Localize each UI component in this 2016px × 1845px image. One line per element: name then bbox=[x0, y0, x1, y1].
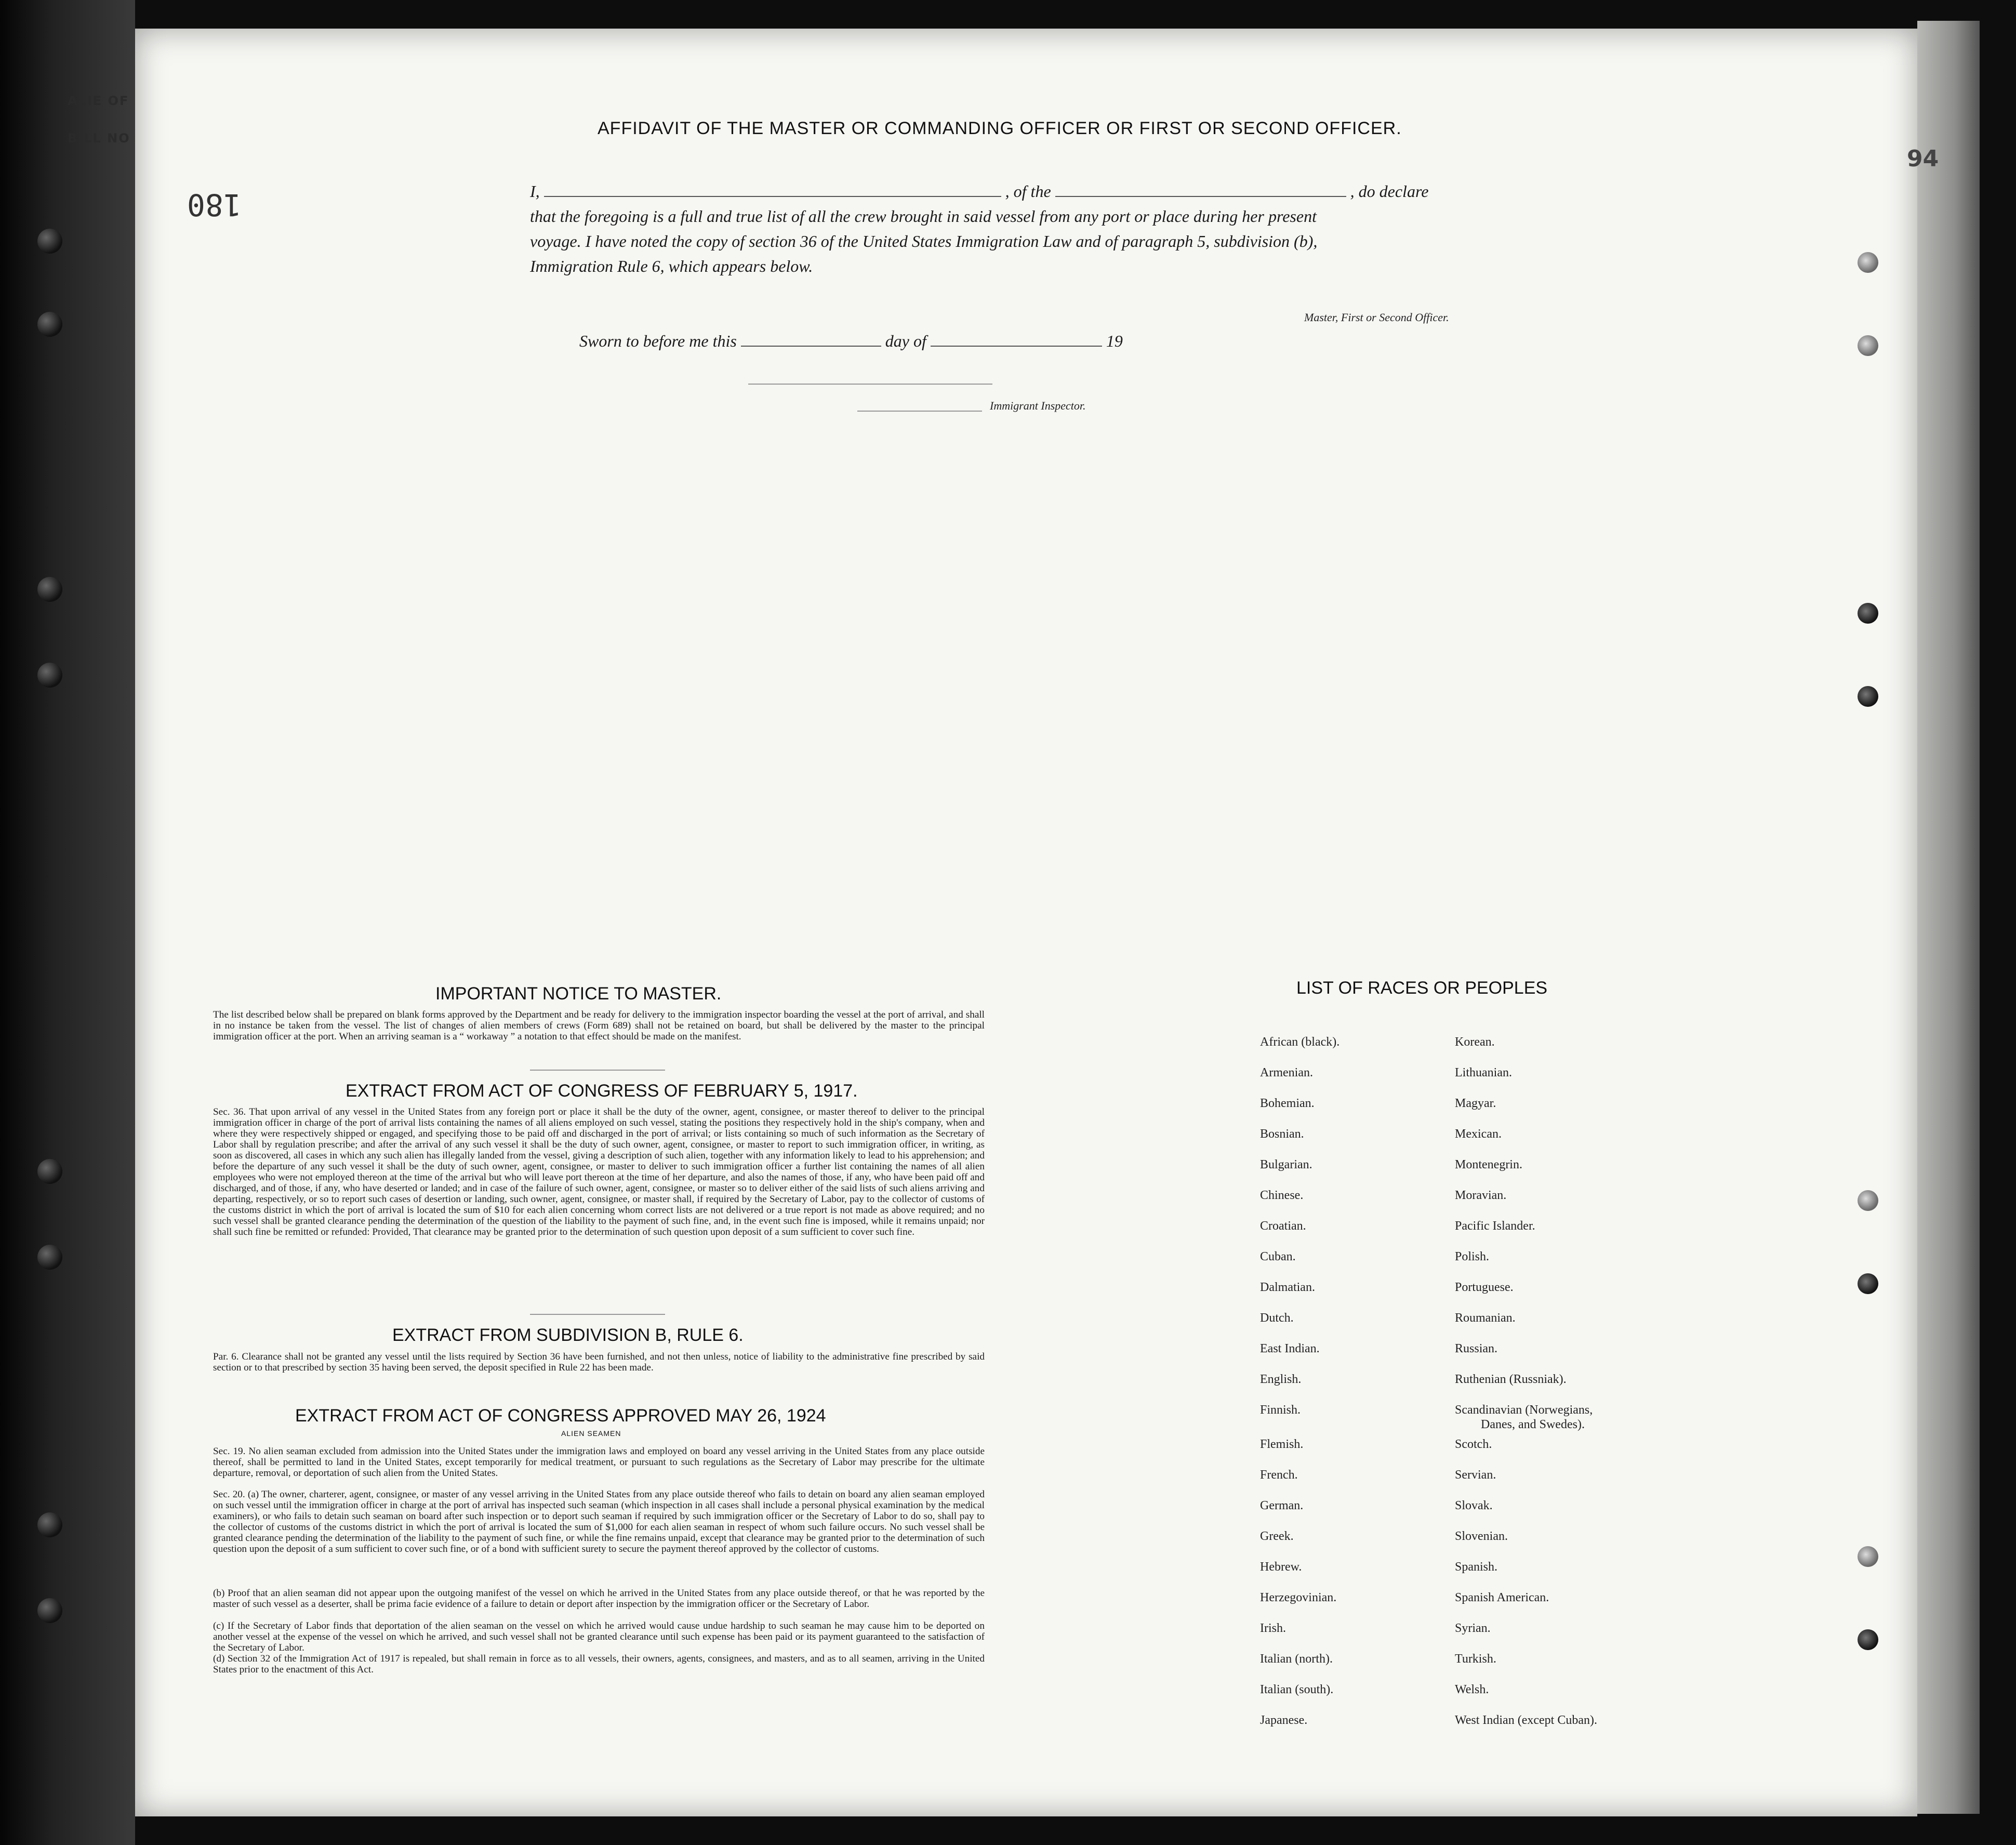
subdivision-title: EXTRACT FROM SUBDIVISION B, RULE 6. bbox=[392, 1325, 744, 1345]
sworn-line bbox=[579, 332, 1123, 351]
race-item: Spanish American. bbox=[1455, 1591, 1549, 1604]
race-item: Danes, and Swedes). bbox=[1481, 1418, 1585, 1431]
inspector-label: Immigrant Inspector. bbox=[990, 399, 1086, 412]
race-item: Irish. bbox=[1260, 1622, 1286, 1635]
punch-hole bbox=[1858, 1546, 1878, 1567]
extract-1924-sec20d: (d) Section 32 of the Immigration Act of 1917 is repealed, but shall remain in force as to all vessels, their owners, agents, consignees, and masters, and as to all seamen, arriving in the United States prior to the enactment of this Act. bbox=[213, 1653, 985, 1675]
inspector-signature-line[interactable] bbox=[748, 384, 992, 385]
affidavit-declare: , do declare bbox=[1350, 182, 1429, 201]
master-signature-label: Master, First or Second Officer. bbox=[1304, 311, 1449, 324]
race-item: Welsh. bbox=[1455, 1683, 1489, 1696]
extract-1924-sec20a: Sec. 20. (a) The owner, charterer, agent, consignee, or master of any vessel arriving in the United States from any place outside thereof who fails to detain on board any alien seaman employed on such vessel until the immigration officer in charge at the port of arrival has inspected such seaman (which inspection in all cases shall include a personal physical examination by the medical examiners), or who fails to detain such seaman on board after such inspection or to deport such seaman if required by such immigration officer or the Secretary of Labor to do so, shall pay to the collector of customs of the customs district in which the port of arrival is located the sum of $1,000 for each alien seaman in respect of whom such failure occurs. No such vessel shall be granted clearance pending the determination of the liability to the payment of such fine, or while the fine remains unpaid, except that clearance may be granted prior to the determination of such question upon the deposit of a sum sufficient to cover such fine, or of a bond with sufficient surety to secure the payment thereof approved by the collector of customs. bbox=[213, 1489, 985, 1554]
affidavit-line-2: that the foregoing is a full and true list of all the crew brought in said vessel from any port or place during her present bbox=[530, 207, 1317, 226]
race-item: Dalmatian. bbox=[1260, 1281, 1315, 1294]
race-item: Mexican. bbox=[1455, 1127, 1502, 1141]
race-item: Dutch. bbox=[1260, 1311, 1294, 1325]
race-item: Syrian. bbox=[1455, 1622, 1491, 1635]
affidavit-of-the: , of the bbox=[1005, 182, 1051, 201]
race-item: Herzegovinian. bbox=[1260, 1591, 1337, 1604]
punch-hole bbox=[37, 577, 62, 602]
race-item: Turkish. bbox=[1455, 1652, 1496, 1666]
extract-1924-sec20b: (b) Proof that an alien seaman did not appear upon the outgoing manifest of the vessel on which he arrived in the United States from any place outside thereof, or that he was reported by the master of such vessel as a deserter, shall be prima facie evidence of a failure to detain or deport after inspection by the immigration officer or the Secretary of Labor. bbox=[213, 1588, 985, 1610]
punch-hole bbox=[1858, 1629, 1878, 1650]
race-item: Moravian. bbox=[1455, 1189, 1507, 1202]
race-item: Flemish. bbox=[1260, 1438, 1304, 1451]
left-margin-strip bbox=[0, 0, 135, 1845]
race-item: Montenegrin. bbox=[1455, 1158, 1522, 1171]
extract-1924-sec19: Sec. 19. No alien seaman excluded from admission into the United States under the immigration laws and employed on board any vessel arriving in the United States from any place outside thereof, shall be permitted to land in the United States, except temporarily for medical treatment, or pursuant to such regulations as the Secretary of Labor may prescribe for the ultimate departure, removal, or deportation of such alien from the United States. bbox=[213, 1446, 985, 1479]
race-item: Polish. bbox=[1455, 1250, 1490, 1263]
race-item: Bosnian. bbox=[1260, 1127, 1304, 1141]
extract-1917-body: Sec. 36. That upon arrival of any vessel in the United States from any foreign port or place it shall be the duty of the owner, agent, consignee, or master thereof to deliver to the principal immigration officer in charge of the port of arrival lists containing the names of all aliens employed on such vessel, stating the positions they respectively hold in the ship's company, when and where they were respectively shipped or engaged, and specifying those to be paid off and discharged in the port of arrival; or lists containing so much of such information as the Secretary of Labor shall by regulation prescribe; and after the arrival of any such vessel it shall be the duty of such owner, agent, consignee, or master to report to such immigration officer, in writing, as soon as discovered, all cases in which any such alien has illegally landed from the vessel, giving a description of such alien, together with any information likely to lead to his apprehension; and before the departure of any such vessel it shall be the duty of such owner, agent, consignee, or master to deliver to such immigration officer a further list containing the names of all alien employees who were not employed thereon at the time of the arrival but who will leave port thereon at the time of her departure, and also the names of those, if any, who have been paid off and discharged, and of those, if any, who have deserted or landed; and in case of the failure of such owner, agent, consignee, or master so to deliver either of the said lists of such aliens arriving and departing, respectively, or so to report such cases of desertion or landing, such owner, agent, consignee, or master shall, if required by the Secretary of Labor, pay to the collector of customs of the customs district in which the port of arrival is located the sum of $10 for each alien concerning whom correct lists are not delivered or a true report is not made as above required; and no such vessel shall be granted clearance pending the determination of the question of the liability to the payment of such fine, and, in the event such fine is imposed, while it remains unpaid; nor shall such fine be remitted or refunded: Provided, That clearance may be granted prior to the determination of such question upon deposit of a sum sufficient to cover such fine. bbox=[213, 1106, 985, 1237]
race-item: Finnish. bbox=[1260, 1403, 1301, 1417]
race-item: Greek. bbox=[1260, 1530, 1294, 1543]
sworn-month-blank[interactable] bbox=[931, 346, 1102, 347]
race-item: Portuguese. bbox=[1455, 1281, 1514, 1294]
punch-hole bbox=[1858, 252, 1878, 273]
punch-hole bbox=[1858, 335, 1878, 356]
punch-hole bbox=[1858, 1190, 1878, 1211]
race-item: Russian. bbox=[1455, 1342, 1498, 1355]
race-item: Italian (south). bbox=[1260, 1683, 1334, 1696]
sworn-day-of: day of bbox=[885, 332, 926, 350]
race-item: Ruthenian (Russniak). bbox=[1455, 1373, 1567, 1386]
race-item: Bohemian. bbox=[1260, 1097, 1315, 1110]
punch-hole bbox=[37, 1159, 62, 1184]
race-item: Cuban. bbox=[1260, 1250, 1296, 1263]
punch-hole bbox=[1858, 1273, 1878, 1294]
race-item: Roumanian. bbox=[1455, 1311, 1516, 1325]
affidavit-title: AFFIDAVIT OF THE MASTER OR COMMANDING OFFICER OR FIRST OR SECOND OFFICER. bbox=[598, 118, 1402, 138]
vessel-blank[interactable] bbox=[1055, 196, 1346, 197]
extract-1917-title: EXTRACT FROM ACT OF CONGRESS OF FEBRUARY 5, 1917. bbox=[346, 1081, 858, 1101]
race-item: Chinese. bbox=[1260, 1189, 1304, 1202]
race-item: Italian (north). bbox=[1260, 1652, 1333, 1666]
race-item: Slovak. bbox=[1455, 1499, 1493, 1512]
race-item: Pacific Islander. bbox=[1455, 1219, 1535, 1233]
notice-body: The list described below shall be prepared on blank forms approved by the Department and be ready for delivery to the immigration inspector boarding the vessel at the port of arrival, and shall in no instance be taken from the vessel. The list of changes of alien members of crews (Form 689) shall not be retained on board, but shall be delivered by the master to the principal immigration officer at the port. When an arriving seaman is a “ workaway ” a notation to that effect should be made on the manifest. bbox=[213, 1009, 985, 1042]
race-item: Hebrew. bbox=[1260, 1560, 1302, 1574]
race-item: Armenian. bbox=[1260, 1066, 1313, 1079]
punch-hole bbox=[37, 663, 62, 688]
extract-1924-subtitle: ALIEN SEAMEN bbox=[561, 1429, 621, 1438]
page-number: 180 bbox=[187, 187, 242, 222]
sworn-day-blank[interactable] bbox=[741, 346, 881, 347]
notice-title: IMPORTANT NOTICE TO MASTER. bbox=[435, 984, 722, 1004]
punch-hole bbox=[37, 312, 62, 337]
right-number: 94 bbox=[1907, 146, 1939, 172]
affidavit-line-1 bbox=[530, 182, 1428, 201]
sheet-edge bbox=[1917, 21, 1980, 1814]
race-item: English. bbox=[1260, 1373, 1302, 1386]
sworn-prefix: Sworn to before me this bbox=[579, 332, 737, 350]
race-item: African (black). bbox=[1260, 1035, 1340, 1049]
race-item: Bulgarian. bbox=[1260, 1158, 1312, 1171]
race-item: East Indian. bbox=[1260, 1342, 1320, 1355]
affidavit-i: I, bbox=[530, 182, 540, 201]
race-item: French. bbox=[1260, 1468, 1298, 1482]
race-item: Scandinavian (Norwegians, bbox=[1455, 1403, 1593, 1417]
punch-hole bbox=[37, 229, 62, 254]
race-item: Magyar. bbox=[1455, 1097, 1496, 1110]
stamp-line-1: ALIE OF bbox=[68, 94, 129, 108]
race-item: Croatian. bbox=[1260, 1219, 1306, 1233]
race-item: Korean. bbox=[1455, 1035, 1495, 1049]
race-item: West Indian (except Cuban). bbox=[1455, 1714, 1597, 1727]
punch-hole bbox=[37, 1245, 62, 1270]
sworn-year: 19 bbox=[1106, 332, 1123, 350]
affidavit-line-3: voyage. I have noted the copy of section 36 of the United States Immigration Law and of paragraph 5, subdivision (b), bbox=[530, 232, 1318, 251]
race-item: Slovenian. bbox=[1455, 1530, 1508, 1543]
races-title: LIST OF RACES OR PEOPLES bbox=[1296, 978, 1548, 998]
race-item: Servian. bbox=[1455, 1468, 1496, 1482]
divider bbox=[530, 1314, 665, 1315]
subdivision-body: Par. 6. Clearance shall not be granted any vessel until the lists required by Section 36 have been furnished, and not then unless, notice of liability to the administrative fine prescribed by said section or to that prescribed by section 35 having been served, the deposit specified in Rule 22 has been made. bbox=[213, 1351, 985, 1373]
name-blank[interactable] bbox=[544, 196, 1001, 197]
stamp-line-2: BILL NO bbox=[68, 131, 130, 146]
inspector-title-line bbox=[857, 411, 982, 412]
punch-hole bbox=[37, 1598, 62, 1623]
extract-1924-sec20c: (c) If the Secretary of Labor finds that deportation of the alien seaman on the vessel on which he arrived would cause undue hardship to such seaman he may cause him to be deported on another vessel at the expense of the vessel on which he arrived, and such vessel shall not be granted clearance until such expense has been paid or its payment guaranteed to the satisfaction of the Secretary of Labor. bbox=[213, 1620, 985, 1653]
punch-hole bbox=[1858, 686, 1878, 707]
divider bbox=[530, 1070, 665, 1071]
race-item: German. bbox=[1260, 1499, 1304, 1512]
affidavit-line-4: Immigration Rule 6, which appears below. bbox=[530, 257, 813, 275]
punch-hole bbox=[1858, 603, 1878, 624]
race-item: Scotch. bbox=[1455, 1438, 1492, 1451]
punch-hole bbox=[37, 1512, 62, 1537]
race-item: Lithuanian. bbox=[1455, 1066, 1512, 1079]
extract-1924-title: EXTRACT FROM ACT OF CONGRESS APPROVED MAY 26, 1924 bbox=[295, 1406, 826, 1426]
race-item: Spanish. bbox=[1455, 1560, 1498, 1574]
race-item: Japanese. bbox=[1260, 1714, 1308, 1727]
